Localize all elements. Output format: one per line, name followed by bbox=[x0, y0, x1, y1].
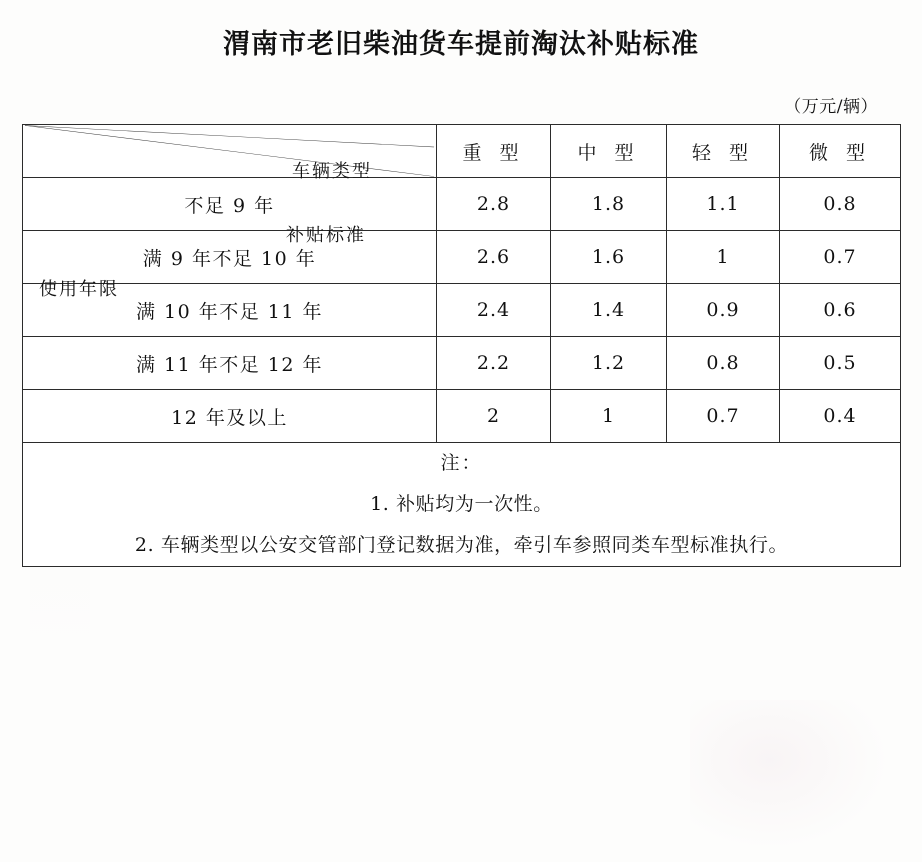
column-header-heavy: 重 型 bbox=[437, 125, 551, 178]
note-line: 2. 车辆类型以公安交管部门登记数据为准，牵引车参照同类车型标准执行。 bbox=[134, 533, 789, 556]
table-row bbox=[23, 231, 901, 284]
cell-value: 0.7 bbox=[780, 231, 901, 284]
corner-label-subsidy-standard: 补贴标准 bbox=[286, 225, 366, 246]
table-header-row bbox=[23, 125, 901, 178]
table-notes bbox=[23, 443, 901, 567]
table-row bbox=[23, 284, 901, 337]
cell-value: 0.6 bbox=[780, 284, 901, 337]
cell-value: 0.8 bbox=[780, 178, 901, 231]
column-header-mini: 微 型 bbox=[780, 125, 901, 178]
row-label: 不足 9 年 bbox=[23, 178, 437, 231]
cell-value: 1 bbox=[667, 231, 780, 284]
cell-value: 0.7 bbox=[667, 390, 780, 443]
corner-label-vehicle-type: 车辆类型 bbox=[292, 161, 372, 182]
subsidy-table-wrapper bbox=[22, 124, 900, 567]
subsidy-table bbox=[22, 124, 901, 567]
unit-note: （万元/辆） bbox=[784, 97, 878, 117]
cell-value: 1.8 bbox=[551, 178, 667, 231]
cell-value: 0.5 bbox=[780, 337, 901, 390]
table-row bbox=[23, 337, 901, 390]
row-label: 满 10 年不足 11 年 bbox=[23, 284, 437, 337]
row-label: 12 年及以上 bbox=[23, 390, 437, 443]
cell-value: 2.6 bbox=[437, 231, 551, 284]
row-label: 满 9 年不足 10 年 bbox=[23, 231, 437, 284]
cell-value: 1.2 bbox=[551, 337, 667, 390]
cell-value: 2.4 bbox=[437, 284, 551, 337]
row-label: 满 11 年不足 12 年 bbox=[23, 337, 437, 390]
cell-value: 2 bbox=[437, 390, 551, 443]
cell-value: 0.8 bbox=[667, 337, 780, 390]
table-row bbox=[23, 390, 901, 443]
table-row bbox=[23, 178, 901, 231]
note-line: 1. 补贴均为一次性。 bbox=[370, 492, 553, 515]
cell-value: 1.4 bbox=[551, 284, 667, 337]
cell-value: 0.4 bbox=[780, 390, 901, 443]
cell-value: 0.9 bbox=[667, 284, 780, 337]
corner-label-service-years: 使用年限 bbox=[39, 279, 119, 300]
corner-diagonal-lines-icon bbox=[23, 125, 436, 177]
page-title: 渭南市老旧柴油货车提前淘汰补贴标准 bbox=[223, 29, 699, 60]
cell-value: 2.2 bbox=[437, 337, 551, 390]
column-header-light: 轻 型 bbox=[667, 125, 780, 178]
cell-value: 1.1 bbox=[667, 178, 780, 231]
cell-value: 2.8 bbox=[437, 178, 551, 231]
note-line: 注： bbox=[440, 452, 483, 474]
column-header-medium: 中 型 bbox=[551, 125, 667, 178]
scan-smudge-right bbox=[690, 700, 890, 850]
cell-value: 1.6 bbox=[551, 231, 667, 284]
table-notes-row bbox=[23, 443, 901, 567]
cell-value: 1 bbox=[551, 390, 667, 443]
